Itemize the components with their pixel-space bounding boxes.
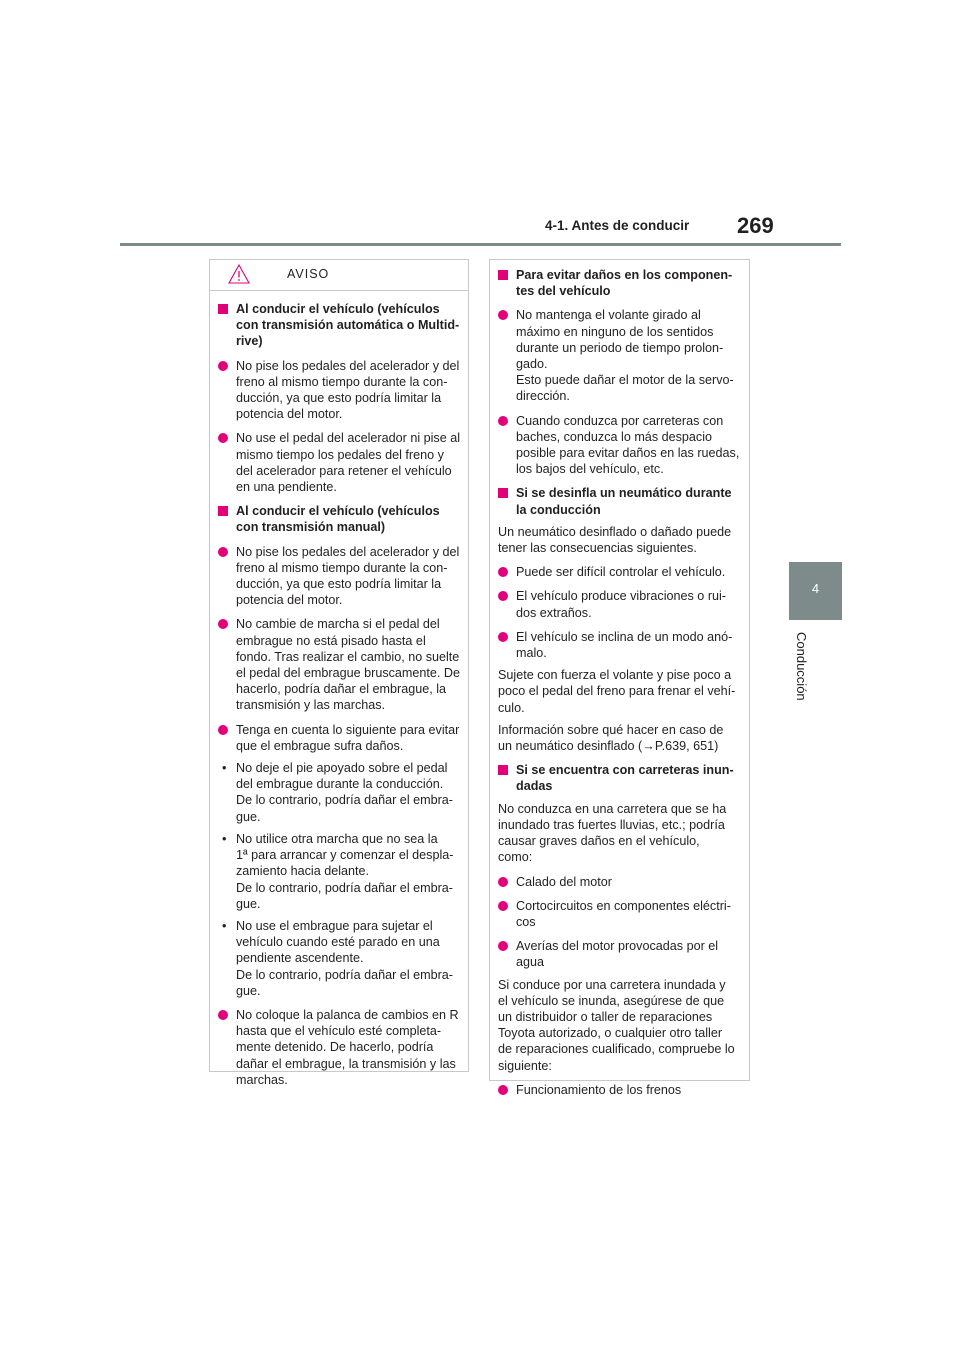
text-line: transmisión y las marchas.	[236, 698, 386, 713]
text-line: que el embrague sufra daños.	[236, 738, 404, 753]
square-bullet-icon	[498, 488, 508, 498]
list-item	[498, 874, 741, 890]
text-line: mente detenido. De hacerlo, podría	[236, 1040, 434, 1055]
text-line: como:	[498, 850, 533, 865]
text-line: rive)	[236, 334, 263, 349]
dash-bullet: •	[222, 761, 227, 776]
text-line: vehículo cuando esté parado en una	[236, 935, 440, 950]
text-line: gado.	[516, 357, 548, 372]
text-line: Información sobre qué hacer en caso de	[498, 722, 724, 737]
text-line: gue.	[236, 983, 261, 998]
text-line: dirección.	[516, 389, 570, 404]
text-line: tener las consecuencias siguientes.	[498, 541, 697, 556]
text-line: Funcionamiento de los frenos	[516, 1082, 682, 1097]
text-line: agua	[516, 955, 545, 970]
text-line: dos extraños.	[516, 605, 592, 620]
dash-bullet: •	[222, 918, 227, 933]
text-line: No conduzca en una carretera que se ha	[498, 801, 727, 816]
text-line: un neumático desinflado (→P.639, 651)	[498, 739, 719, 754]
text-line: el pedal del embrague bruscamente. De	[236, 666, 461, 681]
text-line: zamiento hacia delante.	[236, 864, 370, 879]
heading-components	[498, 267, 741, 299]
text-line: la conducción	[516, 502, 601, 517]
text-line: inundado tras fuertes lluvias, etc.; podría	[498, 817, 725, 832]
continuation-content	[490, 260, 749, 1098]
sub-list-item	[218, 831, 460, 912]
text-line: con transmisión manual)	[236, 520, 386, 535]
circle-bullet-icon	[218, 725, 228, 735]
text-line: Sujete con fuerza el volante y pise poco a	[498, 668, 732, 683]
list-item	[498, 629, 741, 661]
text-line: hasta que el vehículo esté completa-	[236, 1024, 442, 1039]
text-line: Al conducir el vehículo (vehículos	[236, 302, 440, 316]
text-line: de reparaciones cualificado, compruebe lo	[498, 1042, 735, 1057]
heading-flat-tire	[498, 485, 741, 517]
warning-header	[210, 260, 468, 291]
sub-list-item	[218, 918, 460, 999]
text-line: poco el pedal del freno para frenar el vehí-	[498, 684, 736, 699]
square-bullet-icon	[218, 304, 228, 314]
list-item	[218, 616, 460, 713]
list-item	[218, 1007, 460, 1088]
text-line: culo.	[498, 700, 525, 715]
section-title: 4-1. Antes de conducir	[545, 218, 690, 233]
circle-bullet-icon	[498, 941, 508, 951]
circle-bullet-icon	[498, 567, 508, 577]
warning-triangle-icon	[228, 264, 250, 284]
list-item	[498, 564, 741, 580]
text-line: De lo contrario, podría dañar el embra-	[236, 880, 454, 895]
text-line: siguiente:	[498, 1058, 552, 1073]
text-line: Esto puede dañar el motor de la servo-	[516, 373, 734, 388]
dash-bullet: •	[222, 831, 227, 846]
circle-bullet-icon	[218, 1010, 228, 1020]
text-line: posible para evitar daños en las ruedas,	[516, 446, 740, 461]
list-item	[498, 307, 741, 404]
paragraph	[498, 524, 741, 556]
text-line: potencia del motor.	[236, 593, 343, 608]
text-line: No use el embrague para sujetar el	[236, 918, 433, 933]
text-line: ducción, ya que esto podría limitar la	[236, 577, 442, 592]
text-line: Tenga en cuenta lo siguiente para evitar	[236, 722, 460, 737]
circle-bullet-icon	[218, 361, 228, 371]
circle-bullet-icon	[498, 632, 508, 642]
text-line: Al conducir el vehículo (vehículos	[236, 504, 440, 519]
text-line: Si se encuentra con carreteras inun-	[516, 763, 734, 778]
list-item	[498, 413, 741, 478]
heading-manual	[218, 503, 460, 535]
text-line: Averías del motor provocadas por el	[516, 939, 719, 954]
text-line: baches, conduzca lo más despacio	[516, 429, 713, 444]
text-line: durante un periodo de tiempo prolon-	[516, 340, 724, 355]
circle-bullet-icon	[498, 901, 508, 911]
text-line: Puede ser difícil controlar el vehículo.	[516, 565, 726, 580]
text-line: embrague no está pisado hasta el	[236, 633, 426, 648]
chapter-label: Conducción	[794, 632, 809, 701]
text-line: máximo en ninguno de los sentidos	[516, 324, 714, 339]
text-line: del embrague durante la conducción.	[236, 777, 444, 792]
text-line: freno al mismo tiempo durante la con-	[236, 560, 448, 575]
text-line: marchas.	[236, 1072, 288, 1087]
square-bullet-icon	[498, 765, 508, 775]
text-line: con transmisión automática o Multid-	[236, 318, 460, 333]
circle-bullet-icon	[498, 1085, 508, 1095]
sub-list-item	[218, 760, 460, 825]
text-line: No mantenga el volante girado al	[516, 308, 701, 323]
text-line: causar graves daños en el vehículo,	[498, 834, 700, 849]
text-line: No coloque la palanca de cambios en R	[236, 1007, 459, 1022]
text-line: No deje el pie apoyado sobre el pedal	[236, 761, 448, 776]
text-line: gue.	[236, 809, 261, 824]
circle-bullet-icon	[218, 433, 228, 443]
text-line: 1ª para arrancar y comenzar el despla-	[236, 848, 454, 863]
list-item	[218, 358, 460, 423]
text-line: No use el pedal del acelerador ni pise al	[236, 431, 461, 446]
text-line: Un neumático desinflado o dañado puede	[498, 524, 732, 539]
text-line: El vehículo produce vibraciones o rui-	[516, 589, 727, 604]
text-line: el vehículo se inunda, asegúrese de que	[498, 993, 725, 1008]
text-line: del acelerador para retener el vehículo	[236, 463, 452, 478]
text-line: un distribuidor o taller de reparaciones	[498, 1009, 713, 1024]
text-line: dadas	[516, 779, 553, 794]
text-line: ducción, ya que esto podría limitar la	[236, 391, 442, 406]
text-line: Si conduce por una carretera inundada y	[498, 977, 726, 992]
circle-bullet-icon	[498, 877, 508, 887]
text-line: No utilice otra marcha que no sea la	[236, 831, 438, 846]
text-line: El vehículo se inclina de un modo anó-	[516, 629, 733, 644]
heading-automatic	[218, 301, 460, 350]
circle-bullet-icon	[218, 619, 228, 629]
square-bullet-icon	[498, 270, 508, 280]
text-line: mismo tiempo los pedales del freno y	[236, 447, 444, 462]
page-number: 269	[737, 213, 774, 238]
text-line: Calado del motor	[516, 874, 612, 889]
text-line: dañar el embrague, la transmisión y las	[236, 1056, 456, 1071]
circle-bullet-icon	[498, 591, 508, 601]
paragraph	[498, 667, 741, 716]
text-line: Cortocircuitos en componentes eléctri-	[516, 898, 731, 913]
list-item	[498, 938, 741, 970]
text-line: Si se desinfla un neumático durante	[516, 486, 732, 501]
text-line: tes del vehículo	[516, 284, 611, 299]
text-line: No pise los pedales del acelerador y del	[236, 358, 460, 373]
text-line: malo.	[516, 646, 547, 661]
text-line: Para evitar daños en los componen-	[516, 268, 733, 282]
circle-bullet-icon	[218, 547, 228, 557]
chapter-number: 4	[811, 581, 820, 596]
list-item	[498, 588, 741, 620]
paragraph	[498, 801, 741, 866]
circle-bullet-icon	[498, 416, 508, 426]
chapter-tab	[789, 562, 842, 620]
warning-continuation-box	[489, 259, 750, 1097]
text-line: De lo contrario, podría dañar el embra-	[236, 793, 454, 808]
chapter-label-wrap	[795, 632, 815, 712]
text-line: fondo. Tras realizar el cambio, no suelte	[236, 649, 460, 664]
text-line: No cambie de marcha si el pedal del	[236, 617, 440, 632]
text-line: Toyota autorizado, o cualquier otro taller	[498, 1026, 723, 1041]
text-line: en una pendiente.	[236, 480, 337, 495]
heading-flooded-roads	[498, 762, 741, 794]
text-line: pendiente ascendente.	[236, 951, 364, 966]
text-line: cos	[516, 914, 536, 929]
text-line: Cuando conduzca por carreteras con	[516, 413, 724, 428]
text-line: gue.	[236, 896, 261, 911]
circle-bullet-icon	[498, 310, 508, 320]
list-item	[498, 1082, 741, 1098]
header-divider	[120, 243, 841, 246]
text-line: hacerlo, podría dañar el embrague, la	[236, 682, 447, 697]
text-line: los bajos del vehículo, etc.	[516, 462, 664, 477]
text-line: potencia del motor.	[236, 407, 343, 422]
paragraph-page-reference	[498, 722, 741, 754]
list-item	[218, 544, 460, 609]
list-item	[498, 898, 741, 930]
warning-label: AVISO	[287, 267, 330, 281]
text-line: De lo contrario, podría dañar el embra-	[236, 967, 454, 982]
warning-content	[210, 291, 468, 1088]
warning-box	[209, 259, 469, 1087]
list-item	[218, 430, 460, 495]
text-line: freno al mismo tiempo durante la con-	[236, 374, 448, 389]
text-line: No pise los pedales del acelerador y del	[236, 544, 460, 559]
paragraph	[498, 977, 741, 1074]
list-item	[218, 722, 460, 754]
square-bullet-icon	[218, 506, 228, 516]
